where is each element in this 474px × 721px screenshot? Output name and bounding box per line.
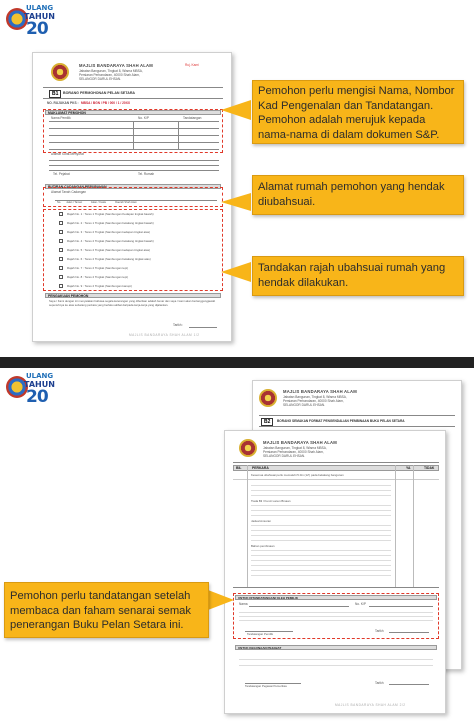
office-date-label: Tarikh	[375, 681, 384, 685]
land-address-label: Alamat Tanah Cadangan	[51, 190, 87, 194]
col-owner-name: Nama Pemilik	[51, 116, 71, 120]
rajah-item-8: Rajah No. 8 : Teres 2 Tingkat (Sambungan tepi)	[67, 275, 129, 279]
col-signature: Tandatangan	[183, 116, 202, 120]
form-title: BORANG PERMOHONAN PELAN SETARA	[63, 91, 136, 95]
col-tidak: TIDAK	[424, 466, 435, 470]
form-code-b2: B2	[261, 418, 273, 426]
anniversary-logo-bottom	[6, 372, 55, 416]
logo-number: 20	[26, 19, 48, 39]
page-footer-b2: MAJLIS BANDARAYA SHAH ALAM 2/2	[335, 703, 406, 707]
rajah-item-5: Rajah No. 5 : Teres 2 Tingkat (Sambungan kedapan tingkat atas)	[67, 248, 151, 252]
section-declaration: PENGAKUAN PEMOHON	[45, 293, 221, 298]
logo-text-tahun: TAHUN	[24, 12, 55, 21]
org-address: Jabatan Bangunan, Tingkat 8, Wisma MBSA, Persiaran Perbandaran, 40000 Shah Alam, SELANGOR DARUL EHSAN.	[79, 69, 143, 82]
land-address-sublabels: No. Jalan / Taman Jalan / Kuala Daerah Shah Alam	[57, 201, 137, 204]
col-ic-no: No. K/P	[138, 116, 149, 120]
arrow-connector-4	[208, 590, 234, 610]
arrow-connector-1	[221, 100, 253, 120]
form-checklist-page	[224, 430, 446, 714]
callout-rajah: Tandakan rajah ubahsuai rumah yang hendak dilakukan.	[252, 256, 464, 296]
mbsa-seal-icon	[259, 389, 277, 407]
mailing-address-label: Alamat Surat-Menyurat	[51, 152, 84, 156]
org-name: MAJLIS BANDARAYA SHAH ALAM	[263, 440, 337, 445]
ref-no-label: NO. RUJUKAN PKS :	[47, 101, 79, 105]
logo-text-ulang: ULANG	[26, 372, 54, 380]
office-phone-label: Tel. Pejabat	[53, 172, 70, 176]
anniversary-logo-top	[6, 4, 55, 48]
mbsa-seal-icon	[239, 439, 257, 457]
checklist-row-3: Jadual Ansuran	[251, 519, 271, 523]
checklist-row-4: Bahan pembinaan	[251, 544, 275, 548]
owner-date-label: Tarikh	[375, 629, 384, 633]
owner-ic-label: No. K/P	[355, 602, 366, 606]
declaration-text: Saya / Kami dengan ini menyatakan bahawa segala keterangan yang diberikan adalah benar dan saya / kami akan bertanggungjawab sepenuhnya ke atas sebarang perkara yang berlaku akibat daripada kerja-kerja yang dijalankan.	[49, 299, 216, 307]
ref-no-value: MBSA / BGN / PB / 000 / 1 / 20XX	[81, 101, 130, 105]
section-divider	[0, 357, 474, 368]
checklist-header	[233, 465, 439, 471]
page-footer: MAJLIS BANDARAYA SHAH ALAM 1/2	[129, 333, 200, 337]
date-label: Tarikh :	[173, 323, 184, 327]
checklist-row-1: Kesemua ubahsuai perlu mematuhi 5.0m (12') pada belakang bangunan	[251, 473, 344, 477]
col-bil: BIL	[236, 466, 242, 470]
logo-number: 20	[26, 387, 48, 407]
rajah-item-4: Rajah No. 4 : Teres 2 Tingkat (Sambungan belakang tingkat bawah)	[67, 239, 154, 243]
checklist-row-2: Tiada Bil / Kunci Lanun Binaan	[251, 499, 291, 503]
owner-name-label: Nama	[239, 602, 248, 606]
callout-signature: Pemohon perlu tandatangan setelah membaca dan faham senarai semak penerangan Buku Pelan Setara ini.	[4, 582, 209, 638]
highlight-rajah	[43, 209, 223, 291]
logo-text-tahun: TAHUN	[24, 380, 55, 389]
highlight-owner-signoff	[233, 593, 439, 639]
rajah-item-3: Rajah No. 3 : Teres 2 Tingkat (Sambungan kedapan tingkat atas)	[67, 230, 151, 234]
org-address: Jabatan Bangunan, Tingkat 8, Wisma MBSA, Persiaran Perbandaran, 40000 Shah Alam, SELANGOR DARUL EHSAN.	[283, 395, 347, 408]
callout-address: Alamat rumah pemohon yang hendak diubahsuai.	[252, 175, 464, 215]
section-applicant-info: MAKLUMAT PEMOHON	[45, 110, 221, 115]
org-name: MAJLIS BANDARAYA SHAH ALAM	[283, 389, 357, 394]
officer-sign-label: Tandatangan Pegawai Pemeriksa	[245, 684, 287, 688]
mbsa-seal-icon	[51, 63, 69, 81]
section-renovation-details: BUTIRAN CADANGAN PERUBAHAN	[45, 184, 221, 189]
arrow-connector-2	[221, 193, 253, 211]
home-phone-label: Tel. Rumah	[138, 172, 155, 176]
col-perkara: PERKARA	[252, 466, 269, 470]
owner-sign-label: Tandatangan Pemilik	[247, 632, 273, 636]
highlight-address	[43, 187, 223, 207]
col-ya: YA	[406, 466, 411, 470]
arrow-connector-3	[221, 262, 253, 282]
form-title-b2: BORANG SEMAKAN FORMAT PENGENDALIAN PEMBINAAN BUKU PELAN SETARA	[277, 419, 405, 423]
logo-text-ulang: ULANG	[26, 4, 54, 12]
ref-label: Ruj. Kami	[185, 63, 199, 67]
form-b1-page	[32, 52, 232, 342]
form-code: B1	[49, 90, 61, 98]
owner-signoff-header: UNTUK DITANDATANGANI OLEH PEMILIK	[235, 595, 437, 600]
office-use-header: UNTUK KEGUNAAN PEJABAT	[235, 645, 437, 650]
rajah-item-9: Rajah No. 9 : Teres 2 Tingkat (Sambungan kanopi)	[67, 284, 132, 288]
rajah-item-6: Rajah No. 6 : Teres 2 Tingkat (Sambungan belakang tingkat atas)	[67, 257, 151, 261]
highlight-applicant	[43, 109, 223, 153]
callout-applicant-info: Pemohon perlu mengisi Nama, Nombor Kad Pengenalan dan Tandatangan. Pemohon adalah merujuk kepada nama-nama di dalam dokumen S&P.	[252, 80, 464, 144]
rajah-item-7: Rajah No. 7 : Teres 2 Tingkat (Sambungan tepi)	[67, 266, 129, 270]
rajah-item-1: Rajah No. 1 : Teres 1 Tingkat (Sambungan Kedapan tingkat bawah)	[67, 212, 154, 216]
org-address: Jabatan Bangunan, Tingkat 8, Wisma MBSA, Persiaran Perbandaran, 40000 Shah Alam, SELANGOR DARUL EHSAN.	[263, 446, 327, 459]
rajah-item-2: Rajah No. 2 : Teres 1 Tingkat (Sambungan belakang tingkat bawah)	[67, 221, 154, 225]
org-name: MAJLIS BANDARAYA SHAH ALAM	[79, 63, 153, 68]
